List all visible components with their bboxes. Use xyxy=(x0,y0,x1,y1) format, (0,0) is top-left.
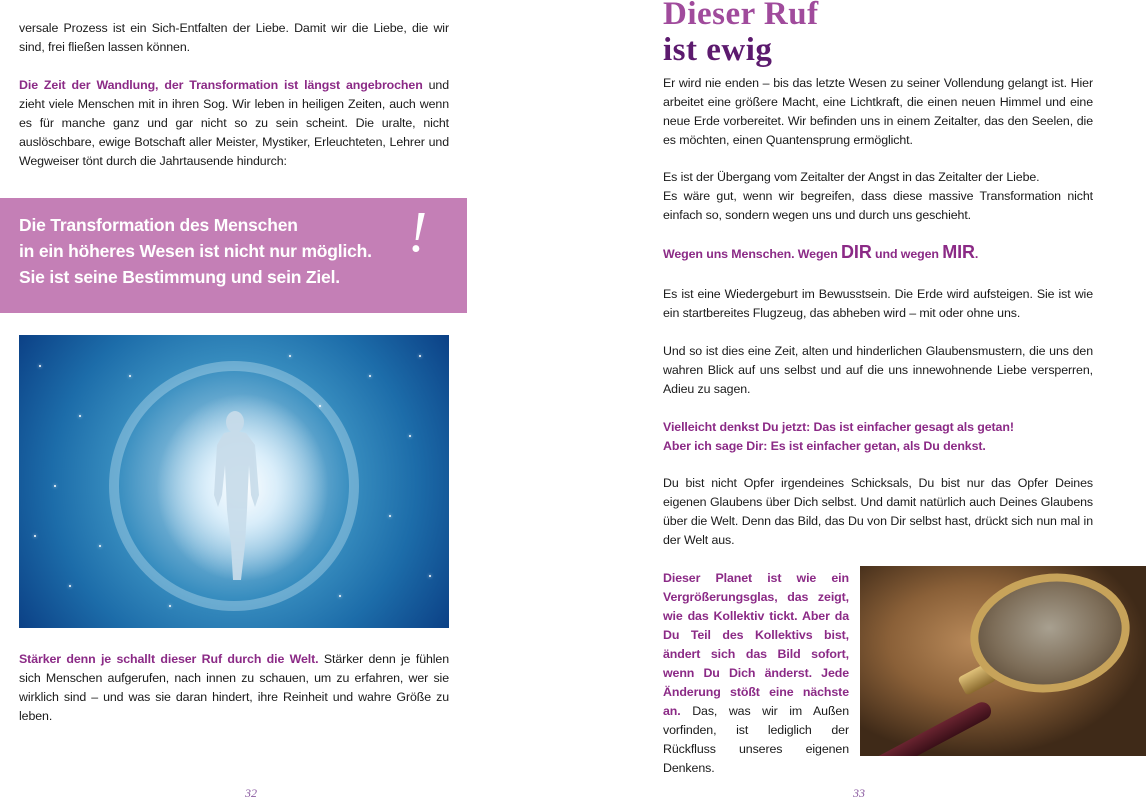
paragraph-text: Stärker denn je fühlen sich Menschen aufgerufen, nach innen zu schauen, um zu erfahren, wer sie wirklich sind – und was sie daran hindert, ihre Reinheit und wahre Größe zu leben. xyxy=(19,652,450,723)
paragraph-text: Es wäre gut, wenn wir begreifen, dass diese massive Transformation nicht einfach so, sondern wegen uns und durch uns geschieht. xyxy=(663,189,1093,222)
emphasis-text: und wegen xyxy=(871,247,943,261)
magnifier-handle xyxy=(862,699,994,756)
paragraph-text: Das, was wir im Außen vorfinden, ist lediglich der Rückfluss unseres eigenen Denkens. xyxy=(663,704,850,775)
paragraph-transition xyxy=(663,168,1093,225)
paragraph-rebirth xyxy=(663,285,1093,323)
paragraph-victim xyxy=(663,474,1093,550)
paragraph-transformation xyxy=(19,76,449,171)
chapter-title-line1: Dieser Ruf xyxy=(663,0,819,32)
highlight-text: Dieser Planet ist wie ein Vergrößerungsglas, das zeigt, wie das Kollektiv tickt. Aber da Du Teil des Kollektivs bist, ändert sich das Bild sofort, wenn Du Dich änderst. Jede Änderung stößt eine nächste an. xyxy=(663,571,849,718)
paragraph-text: Er wird nie enden – bis das letzte Wesen zu seiner Vollendung gelangt ist. Hier arbeitet eine größere Macht, eine Lichtkraft, die einen neuen Himmel und eine neue Erde vorbereitet. Wir befinden uns in einem Zeitalter, das den Seelen, die es möchten, einen Quantensprung ermöglicht. xyxy=(663,76,1093,147)
paragraph-text: Und so ist dies eine Zeit, alten und hinderlichen Glaubensmustern, die uns den wahren Blick auf uns selbst und auf die uns innewohnende Liebe versperren, Adieu zu sagen. xyxy=(663,344,1093,396)
left-page xyxy=(0,0,573,800)
emphasis-line xyxy=(663,243,1093,264)
paragraph-planet xyxy=(663,569,849,778)
callout-line: in ein höheres Wesen ist nicht nur möglich. xyxy=(19,241,372,261)
highlight-text: Die Zeit der Wandlung, der Transformation ist längst angebrochen xyxy=(19,78,423,92)
page-number: 32 xyxy=(245,786,257,800)
right-page xyxy=(573,0,1146,800)
callout-text xyxy=(19,212,372,290)
paragraph-call xyxy=(19,650,449,726)
paragraph-eternal xyxy=(663,74,1093,150)
paragraph-text: Du bist nicht Opfer irgendeines Schicksals, Du bist nur das Opfer Deines eigenen Glaubens über Dich selbst. Und damit natürlich auch Deines Glaubens über die Welt. Denn das Bild, das Du von Dir selbst hast, drückt sich nun mal in der Welt aus. xyxy=(663,476,1093,547)
quote-block xyxy=(663,418,1093,456)
paragraph-text: versale Prozess ist ein Sich-Entfalten der Liebe. Damit wir die Liebe, die wir sind, frei fließen lassen können. xyxy=(19,21,449,54)
magnifying-glass-image xyxy=(860,566,1146,756)
paragraph-text: Es ist eine Wiedergeburt im Bewusstsein. Die Erde wird aufsteigen. Sie ist wie ein startbereites Flugzeug, das abheben wird – mit oder ohne uns. xyxy=(663,287,1093,320)
paragraph-text: und zieht viele Menschen mit in ihren Sog. Wir leben in heiligen Zeiten, auch wenn es für manche ganz und gar nicht so zu sein scheint. Die uralte, nicht auslöschbare, ewige Botschaft aller Meister, Mystiker, Erleuchteten, Lehrer und Wegweiser tönt durch die Jahrtausende hindurch: xyxy=(19,78,449,168)
callout-line: Sie ist seine Bestimmung und sein Ziel. xyxy=(19,267,340,287)
callout-line: Die Transformation des Menschen xyxy=(19,215,298,235)
quote-line: Aber ich sage Dir: Es ist einfacher getan, als Du denkst. xyxy=(663,439,986,453)
page-number: 33 xyxy=(853,786,865,800)
cosmic-portal-image xyxy=(19,335,449,628)
emphasis-text: Wegen uns Menschen. Wegen xyxy=(663,247,842,261)
callout-box xyxy=(0,198,467,313)
highlight-text: Stärker denn je schallt dieser Ruf durch die Welt. xyxy=(19,652,319,666)
paragraph-line: Es ist der Übergang vom Zeitalter der Angst in das Zeitalter der Liebe. xyxy=(663,170,1040,184)
chapter-title-line2: ist ewig xyxy=(663,32,773,68)
exclamation-icon: ! xyxy=(408,199,428,264)
human-silhouette-icon xyxy=(19,335,449,628)
paragraph-intro xyxy=(19,19,449,57)
paragraph-beliefs xyxy=(663,342,1093,399)
quote-line: Vielleicht denkst Du jetzt: Das ist einfacher gesagt als getan! xyxy=(663,420,1014,434)
emphasis-text: . xyxy=(974,247,979,261)
emphasis-mir: MIR xyxy=(942,242,975,262)
emphasis-dir: DIR xyxy=(841,242,872,262)
